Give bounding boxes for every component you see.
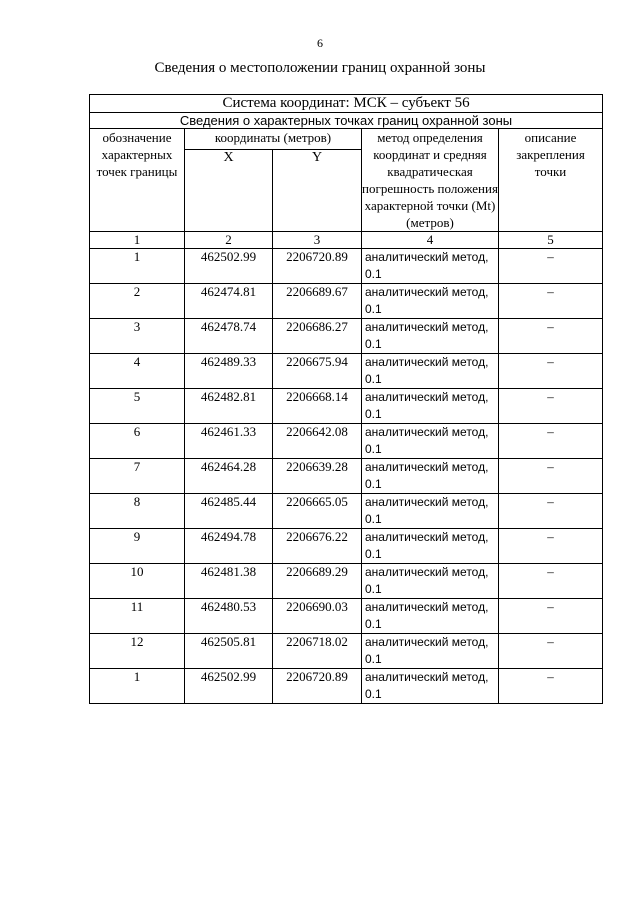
x-coordinate-cell: 462485.44 (185, 494, 273, 529)
x-coordinate-cell: 462474.81 (185, 284, 273, 319)
method-cell: аналитический метод, 0.1 (362, 249, 499, 284)
table-row (90, 424, 603, 459)
table-row (90, 494, 603, 529)
boundary-points-table (89, 94, 603, 704)
point-number-cell: 8 (90, 494, 185, 529)
description-cell: – (499, 389, 603, 424)
method-cell: аналитический метод, 0.1 (362, 389, 499, 424)
method-cell: аналитический метод, 0.1 (362, 669, 499, 704)
table-row (90, 249, 603, 284)
point-number-cell: 5 (90, 389, 185, 424)
x-coordinate-cell: 462480.53 (185, 599, 273, 634)
x-coordinate-cell: 462494.78 (185, 529, 273, 564)
column-number: 1 (90, 232, 185, 249)
y-coordinate-cell: 2206689.29 (273, 564, 362, 599)
page-number: 6 (317, 36, 323, 50)
method-cell: аналитический метод, 0.1 (362, 319, 499, 354)
x-coordinate-cell: 462505.81 (185, 634, 273, 669)
x-coordinate-cell: 462502.99 (185, 669, 273, 704)
table-row (90, 564, 603, 599)
method-cell: аналитический метод, 0.1 (362, 634, 499, 669)
description-cell: – (499, 494, 603, 529)
y-coordinate-cell: 2206665.05 (273, 494, 362, 529)
method-cell: аналитический метод, 0.1 (362, 494, 499, 529)
method-cell: аналитический метод, 0.1 (362, 459, 499, 494)
header-description: описание закрепления точки (499, 129, 603, 232)
table-row (90, 634, 603, 669)
column-number: 3 (273, 232, 362, 249)
header-row (90, 129, 603, 150)
x-coordinate-cell: 462502.99 (185, 249, 273, 284)
header-point-designation: обозначение характерных точек границы (90, 129, 185, 232)
point-number-cell: 6 (90, 424, 185, 459)
y-coordinate-cell: 2206676.22 (273, 529, 362, 564)
description-cell: – (499, 564, 603, 599)
x-coordinate-cell: 462478.74 (185, 319, 273, 354)
column-number: 5 (499, 232, 603, 249)
description-cell: – (499, 669, 603, 704)
y-coordinate-cell: 2206675.94 (273, 354, 362, 389)
y-coordinate-cell: 2206690.03 (273, 599, 362, 634)
coordinate-system-label: Система координат: МСК – субъект 56 (90, 95, 603, 113)
point-number-cell: 1 (90, 249, 185, 284)
y-coordinate-cell: 2206718.02 (273, 634, 362, 669)
description-cell: – (499, 284, 603, 319)
description-cell: – (499, 354, 603, 389)
header-y: Y (273, 150, 362, 232)
y-coordinate-cell: 2206689.67 (273, 284, 362, 319)
method-cell: аналитический метод, 0.1 (362, 424, 499, 459)
point-number-cell: 10 (90, 564, 185, 599)
x-coordinate-cell: 462461.33 (185, 424, 273, 459)
point-number-cell: 2 (90, 284, 185, 319)
table-row (90, 669, 603, 704)
description-cell: – (499, 459, 603, 494)
method-cell: аналитический метод, 0.1 (362, 354, 499, 389)
header-coordinates: координаты (метров) (185, 129, 362, 150)
y-coordinate-cell: 2206720.89 (273, 669, 362, 704)
point-number-cell: 3 (90, 319, 185, 354)
x-coordinate-cell: 462481.38 (185, 564, 273, 599)
header-x: X (185, 150, 273, 232)
table-row (90, 354, 603, 389)
y-coordinate-cell: 2206686.27 (273, 319, 362, 354)
y-coordinate-cell: 2206639.28 (273, 459, 362, 494)
method-cell: аналитический метод, 0.1 (362, 599, 499, 634)
x-coordinate-cell: 462464.28 (185, 459, 273, 494)
y-coordinate-cell: 2206642.08 (273, 424, 362, 459)
table-row (90, 459, 603, 494)
column-number: 4 (362, 232, 499, 249)
coordinate-system-row (90, 95, 603, 113)
description-cell: – (499, 634, 603, 669)
description-cell: – (499, 424, 603, 459)
table-row (90, 284, 603, 319)
description-cell: – (499, 319, 603, 354)
description-cell: – (499, 529, 603, 564)
method-cell: аналитический метод, 0.1 (362, 564, 499, 599)
table-row (90, 319, 603, 354)
table-subtitle-row (90, 113, 603, 129)
table-row (90, 599, 603, 634)
method-cell: аналитический метод, 0.1 (362, 284, 499, 319)
method-cell: аналитический метод, 0.1 (362, 529, 499, 564)
point-number-cell: 1 (90, 669, 185, 704)
point-number-cell: 12 (90, 634, 185, 669)
document-title: Сведения о местоположении границ охранной зоны (154, 60, 486, 76)
point-number-cell: 4 (90, 354, 185, 389)
table-subtitle: Сведения о характерных точках границ охранной зоны (90, 113, 603, 129)
column-number: 2 (185, 232, 273, 249)
y-coordinate-cell: 2206720.89 (273, 249, 362, 284)
x-coordinate-cell: 462489.33 (185, 354, 273, 389)
table-row (90, 389, 603, 424)
x-coordinate-cell: 462482.81 (185, 389, 273, 424)
table-row (90, 529, 603, 564)
point-number-cell: 11 (90, 599, 185, 634)
description-cell: – (499, 599, 603, 634)
point-number-cell: 9 (90, 529, 185, 564)
y-coordinate-cell: 2206668.14 (273, 389, 362, 424)
header-method: метод определения координат и средняя квадратическая погрешность положения характерной точки (Mt) (метров) (362, 130, 498, 230)
point-number-cell: 7 (90, 459, 185, 494)
column-numbers-row (90, 232, 603, 249)
description-cell: – (499, 249, 603, 284)
